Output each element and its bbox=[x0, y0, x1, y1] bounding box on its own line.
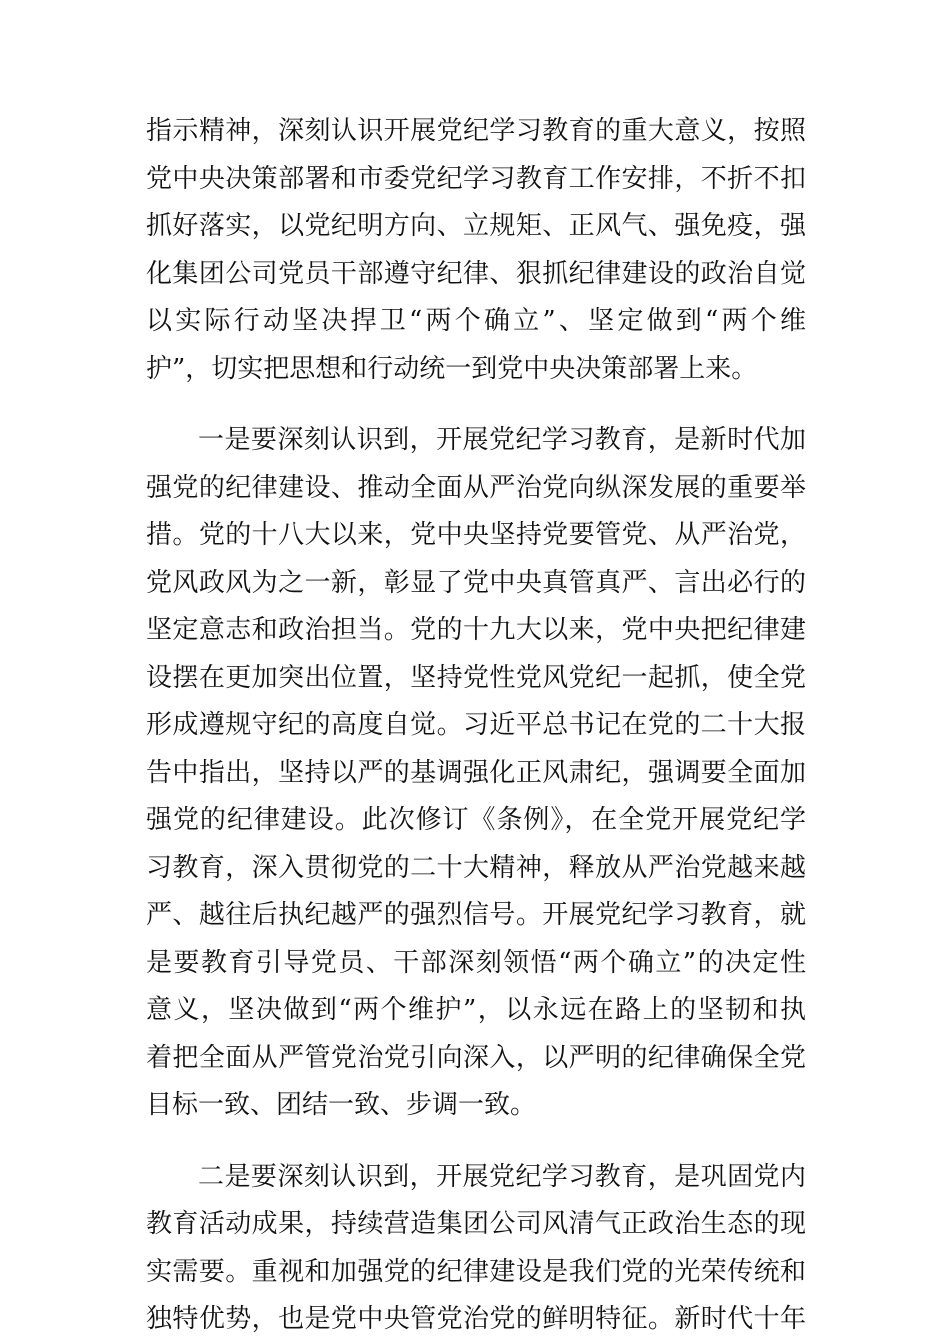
text-line: 独特优势，也是党中央管党治党的鲜明特征。新时代十年 bbox=[146, 1304, 806, 1334]
text-line: 护”，切实把思想和行动统一到党中央决策部署上来。 bbox=[146, 353, 758, 384]
text-line: 强党的纪律建设。此次修订《条例》，在全党开展党纪学 bbox=[146, 805, 806, 835]
paragraph-spacer bbox=[146, 1130, 806, 1154]
paragraph-point-two bbox=[146, 1154, 806, 1344]
text-line: 一是要深刻认识到，开展党纪学习教育，是新时代加 bbox=[198, 425, 806, 455]
text-line: 习教育，深入贯彻党的二十大精神，释放从严治党越来越 bbox=[146, 852, 806, 883]
text-line: 严、越往后执纪越严的强烈信号。开展党纪学习教育，就 bbox=[146, 900, 806, 930]
text-line: 党中央决策部署和市委党纪学习教育工作安排，不折不扣 bbox=[146, 163, 806, 194]
text-line: 是要教育引导党员、干部深刻领悟“两个确立”的决定性 bbox=[146, 947, 806, 978]
paragraph-point-one bbox=[146, 417, 806, 1130]
paragraph-spacer bbox=[146, 393, 806, 417]
text-line: 教育活动成果，持续营造集团公司风清气正政治生态的现 bbox=[146, 1209, 806, 1239]
text-line: 二是要深刻认识到，开展党纪学习教育，是巩固党内 bbox=[198, 1161, 806, 1192]
text-line: 形成遵规守纪的高度自觉。习近平总书记在党的二十大报 bbox=[146, 710, 806, 740]
text-line: 设摆在更加突出位置，坚持党性党风党纪一起抓，使全党 bbox=[146, 662, 806, 693]
text-line: 着把全面从严管党治党引向深入，以严明的纪律确保全党 bbox=[146, 1042, 806, 1073]
text-line: 指示精神，深刻认识开展党纪学习教育的重大意义，按照 bbox=[146, 116, 806, 146]
text-line: 抓好落实，以党纪明方向、立规矩、正风气、强免疫，强 bbox=[146, 211, 806, 241]
text-line: 告中指出，坚持以严的基调强化正风肃纪，强调要全面加 bbox=[146, 757, 806, 788]
text-line: 党风政风为之一新，彰显了党中央真管真严、言出必行的 bbox=[146, 567, 806, 598]
paragraph-intro bbox=[146, 108, 806, 393]
text-line: 化集团公司党员干部遵守纪律、狠抓纪律建设的政治自觉 bbox=[146, 258, 806, 289]
text-line: 以实际行动坚决捍卫“两个确立”、坚定做到“两个维 bbox=[146, 306, 806, 336]
text-line: 强党的纪律建设、推动全面从严治党向纵深发展的重要举 bbox=[146, 472, 806, 503]
text-line: 坚定意志和政治担当。党的十九大以来，党中央把纪律建 bbox=[146, 615, 806, 645]
text-line: 意义，坚决做到“两个维护”，以永远在路上的坚韧和执 bbox=[146, 995, 806, 1025]
text-line: 实需要。重视和加强党的纪律建设是我们党的光荣传统和 bbox=[146, 1256, 806, 1287]
text-line: 措。党的十八大以来，党中央坚持党要管党、从严治党， bbox=[146, 520, 806, 550]
document-body bbox=[146, 108, 806, 1344]
text-line: 目标一致、团结一致、步调一致。 bbox=[146, 1090, 537, 1120]
